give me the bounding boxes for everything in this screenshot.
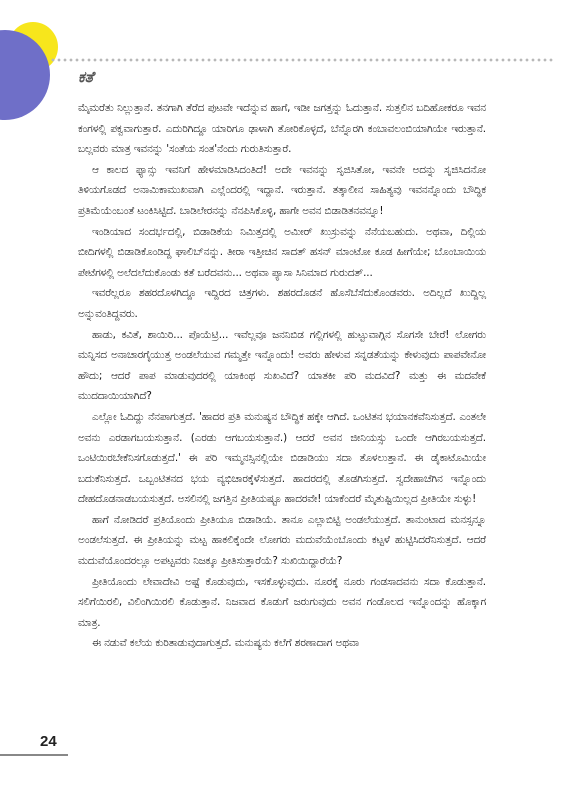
header-dotted-rule (50, 58, 555, 62)
paragraph: ಈ ನಡುವೆ ಕಲೆಯ ಕುರಿತಾಡುವುದಾಗುತ್ತದೆ. ಮನುಷ್ಯನು ಕಲೆಗೆ ಶರಣಾದಾಗ ಅಥವಾ (92, 637, 360, 650)
paragraph: ಆ ಕಾಲದ ಫ್ಯಾನ್ಸು ಇವನಿಗೆ ಹೇಳಮಾಡಿಸಿದಂತಿದೆ! ಅದೇ ಇವನನ್ನು ಸೃಜಿಸಿತೋ, ಇವನೇ ಅದನ್ನು ಸೃಜಿಸಿದನೋ ತಿಳಿಯಗೊಡದೆ ಅನಾಮಿಕಾಮುಖವಾಗಿ ಎಲ್ಲೆಂದರಲ್ಲಿ ಇದ್ದಾನೆ. ಇರುತ್ತಾನೆ. ತತ್ಕಾಲೀನ ಸಾಹಿತ್ಯವು ಇವನನ್ನೊಂದು ಬೌದ್ಧಿಕ ಪ್ರತಿಮೆಯೆಂಬಂತೆ ಟಂಕಿಸಿಟ್ಟಿದೆ. ಬಾಡಿಲೇರನನ್ನು ನೆನಪಿಸಿಕೊಳ್ಳಿ, ಹಾಗೇ ಅವನ ಬಿಡಾಡಿತನವನ್ನೂ! (78, 163, 486, 217)
article-body (78, 98, 486, 654)
footer-rule (0, 754, 68, 756)
paragraph: ಮೈಮರೆತು ನಿಲ್ಲುತ್ತಾನೆ. ತನಗಾಗಿ ತೆರೆದ ಪುಟವೇ ಇದೆನ್ನುವ ಹಾಗೆ, ಇಡೀ ಜಗತ್ತನ್ನು ಓದುತ್ತಾನೆ. ಸುತ್ತಲಿನ ಬದಿಹೋಕರೂ ಇವನ ಕಂಗಳಲ್ಲಿ ಪಕ್ವವಾಗುತ್ತಾರೆ. ಎದುರಿಗಿದ್ದೂ ಯಾರಿಗೂ ಢಾಳಾಗಿ ತೋರಿಕೊಳ್ಳದೆ, ಬೆನ್ನೊರಗಿ ಕಂಬಾವಲಂಬಿಯಾಗಿಯೇ ಇರುತ್ತಾನೆ. ಬಲ್ಲವರು ಮಾತ್ರ ಇವನನ್ನು 'ಸಂತೆಯ ಸಂತ'ನೆಂದು ಗುರುತಿಸುತ್ತಾರೆ. (78, 102, 486, 156)
paragraph: ಹಾಡು, ಕವಿತೆ, ಶಾಯಿರಿ... ಪೊಯೆಟ್ರಿ... ಇವೆಲ್ಲವೂ ಜನನಿಬಿಡ ಗಲ್ಲಿಗಳಲ್ಲಿ ಹುಟ್ಟುವಾಗ್ಗಿನ ಸೊಗಸೇ ಬೇರೆ! ಲೋಗರು ಮನ್ನಿಸದ ಅನಾಚಾರಗೈಯುತ್ತ ಅಂಡಲೆಯುವ ಗಮ್ಮತ್ತೇ ಇನ್ನೊಂದು! ಅವರು ಹೇಳುವ ಸನ್ನಡತೆಯನ್ನು ಕೇಳುವುದು ಪಾಪವೇನೋ ಹೌದು; ಆದರೆ ಪಾಪ ಮಾಡುವುದರಲ್ಲಿ ಯಾಕಿಂಥ ಸುಖವಿದೆ? ಯಾತಕೀ ಪರಿ ಮದವಿದೆ? ಮತ್ತು ಈ ಮದವೇಕೆ ಮುದದಾಯಿಯಾಗಿದೆ? (78, 328, 486, 403)
paragraph: ಹಾಗೆ ನೋಡಿದರೆ ಪ್ರತಿಯೊಂದು ಪ್ರೀತಿಯೂ ಬಿಡಾಡಿಯೆ. ತಾನೂ ಎಲ್ಲಾಬಿಟ್ಟಿ ಅಂಡಲೆಯುತ್ತದೆ. ತಾನುಂಟಾದ ಮನಸ್ಸನ್ನೂ ಅಂಡಲೆಸುತ್ತದೆ. ಈ ಪ್ರೀತಿಯನ್ನು ಮಟ್ಟ ಹಾಕಲಿಕ್ಕೆಂದೇ ಲೋಗರು ಮದುವೆಯೆಂಬೊಂದು ಕಟ್ಟಳೆ ಹುಟ್ಟಿಸಿದರೆನಿಸುತ್ತದೆ. ಆದರೆ ಮದುವೆಯೊಂದರಲ್ಲೂ ಅಪಟ್ಟವರು ನಿಜಕ್ಕೂ ಪ್ರೀತಿಸುತ್ತಾರೆಯೆ? ಸುಖಿಯಿದ್ದಾರೆಯೆ? (78, 513, 486, 568)
section-label: ಕತೆ (78, 68, 94, 86)
paragraph: ಎಲ್ಲೋ ಓದಿದ್ದು ನೆನಪಾಗುತ್ತದೆ. 'ಹಾದರ ಪ್ರತಿ ಮನುಷ್ಯನ ಬೌದ್ಧಿಕ ಹಕ್ಕೇ ಆಗಿದೆ. ಒಂಟಿತನ ಭಯಾನಕವೆನಿಸುತ್ತದೆ. ಎಂತಲೇ ಅವನು ಎರಡಾಗಬಯಸುತ್ತಾನೆ. (ಎರಡು ಆಗಬಯಸುತ್ತಾನೆ.) ಆದರೆ ಅವನ ಜೀನಿಯಸ್ಸು ಒಂದೇ ಆಗಿರಬಯಸುತ್ತದೆ. ಒಂಟಿಯಿರಬೇಕೆನಿಸಗೊಡುತ್ತದೆ.' ಈ ಪರಿ ಇಮ್ಮನಸ್ಸಿನಲ್ಲಿಯೇ ಬಿಡಾಡಿಯು ಸದಾ ತೊಳಲುತ್ತಾನೆ. ಈ ಡೈಕಾಟೊಮಿಯೇ ಬದುಕೆನಿಸುತ್ತದೆ. ಒಬ್ಬಂಟಿತನದ ಭಯ ವ್ಯಭಿಚಾರಕ್ಕೆಳೆಸುತ್ತದೆ. ಹಾದರದಲ್ಲಿ ತೊಡಗಿಸುತ್ತದೆ. ಸ್ವದೇಹಾಚೆಗಿನ ಇನ್ನೊಂದು ದೇಹದೊಡನಾಡಬಯಸುತ್ತದೆ. ಅಸಲಿನಲ್ಲಿ ಜಗತ್ತಿನ ಪ್ರೀತಿಯಷ್ಟೂ ಹಾದರವೇ! ಯಾಕೆಂದರೆ ಮೈತುಷ್ಟಿಯಿಲ್ಲದ ಪ್ರೀತಿಯೇ ಸುಳ್ಳು! (78, 410, 486, 506)
paragraph: ಪ್ರೀತಿಯೊಂದು ಲೇವಾದೇವಿ ಅಷ್ಟೆ ಕೊಡುವುದು, ಇಸಕೊಳ್ಳುವುದು. ನೂರಕ್ಕೆ ನೂರು ಗಂಡಸಾದವನು ಸದಾ ಕೊಡುತ್ತಾನೆ. ಸಲಿಗೆಯಿರಲಿ, ವಿಲಿಂಗಿಯಿರಲಿ ಕೊಡುತ್ತಾನೆ. ನಿಜವಾದ ಕೊಡುಗೆ ಜರುಗುವುದು ಅವನ ಗಂಡೊಲದ ಇನ್ನೊಂದನ್ನು ಹೊಕ್ಕಾಗ ಮಾತ್ರ. (78, 575, 486, 629)
paragraph: ಇಂಡಿಯಾದ ಸಂದರ್ಭದಲ್ಲಿ, ಬಿಡಾಡಿಕೆಯ ನಿಮಿತ್ತದಲ್ಲಿ ಅಮೀರ್ ಖುಸ್ರುವನ್ನು ನೆನೆಯಬಹುದು. ಅಥವಾ, ದಿಲ್ಲಿಯ ಬೀದಿಗಳಲ್ಲಿ ಬಿಡಾಡಿಕೊಂಡಿದ್ದ ಘಾಲಿಬ್‌ನನ್ನು. ತೀರಾ ಇತ್ತೀಚಿನ ಸಾದತ್ ಹಸನ್ ಮಾಂಟೋ ಕೂಡ ಹೀಗೆಯೇ; ಬೊಂಬಾಯಿಯ ಪೇಟೆಗಳಲ್ಲಿ ಅಲೆದಲೆದುಕೊಂಡು ಕತೆ ಬರೆದವನು... ಅಥವಾ ಪ್ಯಾಸಾ ಸಿನಿಮಾದ ಗುರುದತ್... (78, 225, 486, 279)
paragraph: ಇವರೆಲ್ಲರೂ ಶಹರದೊಳಗಿದ್ದೂ ಇದ್ದಿರದ ಚಿತ್ರಗಳು. ಶಹರದೊಡನೆ ಹೊಸೆಬೆಸೆದುಕೊಂಡವರು. ಅದಿಲ್ಲದೆ ಖುದ್ದಿಲ್ಲ ಅನ್ನುವಂತಿದ್ದವರು. (78, 287, 486, 320)
page-number: 24 (40, 733, 57, 750)
